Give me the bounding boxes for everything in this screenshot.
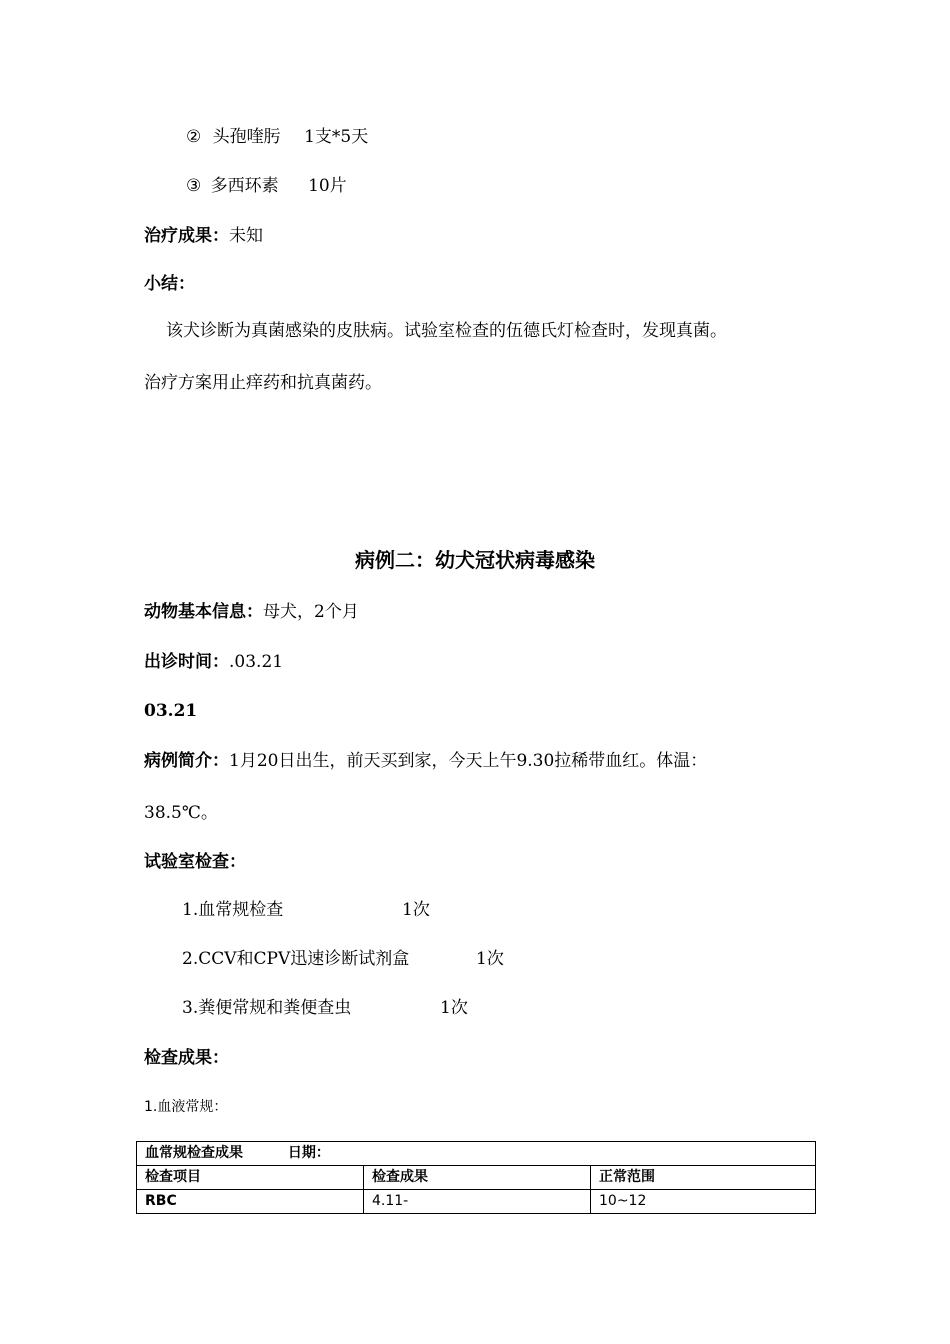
drug-line-3 — [186, 174, 347, 198]
treatment-result-value: 未知 — [229, 226, 263, 246]
column-header: 检查成果 — [364, 1166, 591, 1190]
case-intro-label: 病例简介： — [144, 751, 229, 771]
date-heading: 03.21 — [144, 701, 198, 721]
cell-item: RBC — [137, 1190, 364, 1214]
cell-result: 4.11- — [364, 1190, 591, 1214]
lab-item-name: 2.CCV和CPV迅速诊断试剂盒 — [182, 949, 410, 969]
table-header-cell — [137, 1142, 816, 1166]
drug-dose: 10片 — [308, 176, 347, 196]
column-header: 检查项目 — [137, 1166, 364, 1190]
case-intro-line-1: 1月20日出生，前天买到家，今天上午9.30拉稀带血红。体温： — [229, 751, 708, 771]
column-header: 正常范围 — [591, 1166, 816, 1190]
treatment-result-label: 治疗成果： — [144, 226, 229, 246]
lab-tests-label: 试验室检查： — [144, 852, 246, 872]
lab-item-name: 1.血常规检查 — [182, 900, 284, 920]
case-intro — [144, 749, 707, 773]
animal-info-value: 母犬，2个月 — [263, 602, 359, 622]
list-marker: ③ — [186, 176, 202, 196]
table-date-label: 日期： — [287, 1145, 330, 1161]
case-title: 病例二：幼犬冠状病毒感染 — [355, 548, 595, 572]
treatment-result — [144, 224, 263, 248]
lab-item-count: 1次 — [440, 998, 468, 1018]
animal-info — [144, 600, 359, 624]
table-header-row — [137, 1142, 816, 1166]
lab-item — [182, 947, 409, 971]
visit-time-value: .03.21 — [229, 652, 284, 672]
table-row — [137, 1190, 816, 1214]
case-intro-line-2: 38.5℃。 — [144, 803, 218, 823]
animal-info-label: 动物基本信息： — [144, 602, 263, 622]
lab-item-count: 1次 — [402, 900, 430, 920]
drug-dose: 1支*5天 — [304, 127, 369, 147]
lab-item — [182, 996, 351, 1020]
visit-time — [144, 650, 283, 674]
summary-line-1: 该犬诊断为真菌感染的皮肤病。试验室检查的伍德氏灯检查时，发现真菌。 — [166, 321, 727, 341]
summary-label: 小结： — [144, 274, 195, 294]
blood-results-table — [136, 1141, 816, 1214]
lab-item-count: 1次 — [476, 949, 504, 969]
drug-line-2 — [186, 125, 368, 149]
lab-item-name: 3.粪便常规和粪便查虫 — [182, 998, 352, 1018]
drug-name: 头孢喹肟 — [212, 127, 281, 147]
blood-routine-label: 1.血液常规： — [144, 1099, 228, 1115]
cell-range: 10~12 — [591, 1190, 816, 1214]
summary-line-2: 治疗方案用止痒药和抗真菌药。 — [144, 373, 382, 393]
table-title: 血常规检查成果 — [145, 1145, 243, 1161]
table-column-row — [137, 1166, 816, 1190]
exam-results-label: 检查成果： — [144, 1048, 229, 1068]
visit-time-label: 出诊时间： — [144, 652, 229, 672]
drug-name: 多西环素 — [210, 176, 279, 196]
lab-item — [182, 898, 283, 922]
list-marker: ② — [186, 127, 202, 147]
